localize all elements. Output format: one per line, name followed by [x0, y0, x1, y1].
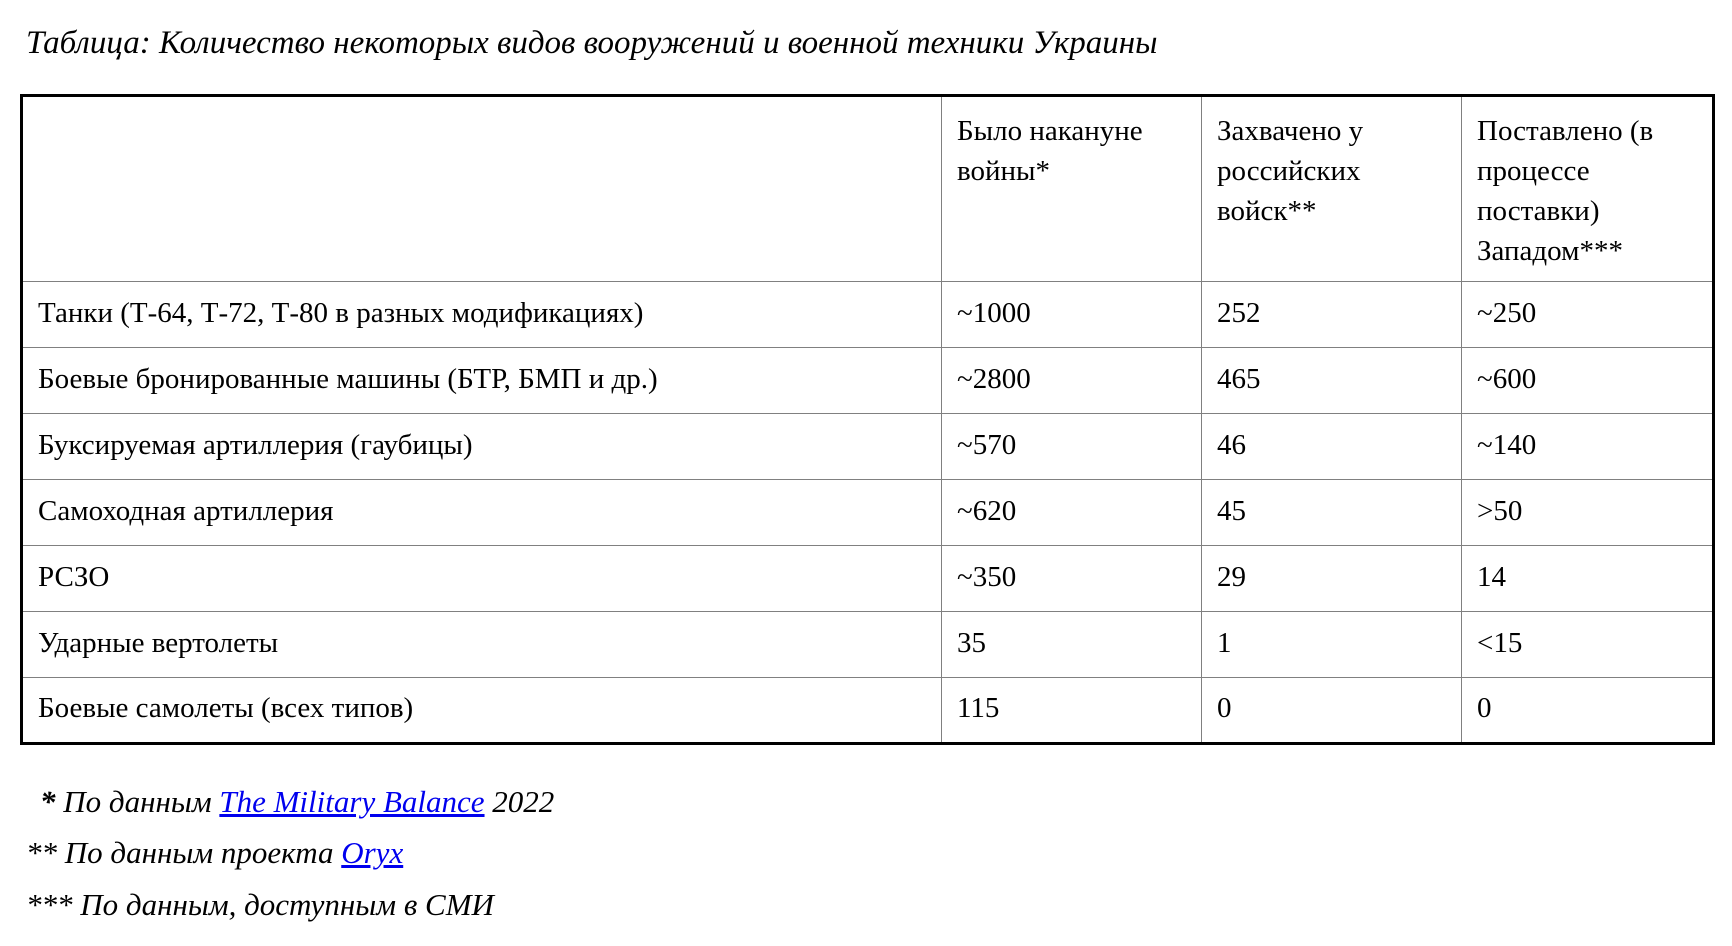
- table-row: [22, 281, 1714, 347]
- table-row: [22, 347, 1714, 413]
- cell-value: ~570: [942, 413, 1202, 479]
- cell-value: 115: [942, 677, 1202, 743]
- footnote-media: [26, 886, 1712, 925]
- cell-value: 46: [1202, 413, 1462, 479]
- military-balance-link[interactable]: The Military Balance: [219, 783, 485, 819]
- header-cell-supplied: Поставлено (в процессе поставки) Западом***: [1462, 95, 1714, 281]
- cell-value: ~600: [1462, 347, 1714, 413]
- row-label: Буксируемая артиллерия (гаубицы): [22, 413, 942, 479]
- footnote-text: По данным проекта: [64, 835, 334, 871]
- row-label: Боевые самолеты (всех типов): [22, 677, 942, 743]
- header-cell-captured: Захвачено у российских войск**: [1202, 95, 1462, 281]
- table-row: [22, 611, 1714, 677]
- cell-value: ~620: [942, 479, 1202, 545]
- row-label: РСЗО: [22, 545, 942, 611]
- footnote-military-balance: [26, 783, 1712, 822]
- cell-value: ~2800: [942, 347, 1202, 413]
- cell-value: 465: [1202, 347, 1462, 413]
- cell-value: ~250: [1462, 281, 1714, 347]
- cell-value: 252: [1202, 281, 1462, 347]
- cell-value: ~1000: [942, 281, 1202, 347]
- footnote-text: По данным: [63, 783, 212, 819]
- row-label: Боевые бронированные машины (БТР, БМП и др.): [22, 347, 942, 413]
- cell-value: <15: [1462, 611, 1714, 677]
- table-row: [22, 413, 1714, 479]
- oryx-link[interactable]: Oryx: [341, 835, 404, 871]
- cell-value: ~350: [942, 545, 1202, 611]
- table-row: [22, 479, 1714, 545]
- header-cell-equipment: [22, 95, 942, 281]
- footnote-marker: ***: [26, 887, 73, 923]
- cell-value: 14: [1462, 545, 1714, 611]
- table-row: [22, 545, 1714, 611]
- row-label: Самоходная артиллерия: [22, 479, 942, 545]
- cell-value: 0: [1202, 677, 1462, 743]
- header-cell-prewar: Было накануне войны*: [942, 95, 1202, 281]
- footnote-marker: **: [26, 835, 57, 871]
- cell-value: 1: [1202, 611, 1462, 677]
- cell-value: 35: [942, 611, 1202, 677]
- footnote-text: По данным, доступным в СМИ: [80, 887, 494, 923]
- footnote-suffix: 2022: [492, 783, 555, 819]
- cell-value: >50: [1462, 479, 1714, 545]
- footnotes: [26, 783, 1712, 925]
- footnote-oryx: [26, 834, 1712, 873]
- cell-value: 0: [1462, 677, 1714, 743]
- table-row: [22, 677, 1714, 743]
- weapons-table: [20, 94, 1715, 745]
- cell-value: ~140: [1462, 413, 1714, 479]
- row-label: Ударные вертолеты: [22, 611, 942, 677]
- footnote-marker: *: [40, 783, 56, 819]
- cell-value: 45: [1202, 479, 1462, 545]
- row-label: Танки (Т-64, Т-72, Т-80 в разных модификациях): [22, 281, 942, 347]
- page-title: Таблица: Количество некоторых видов вооружений и военной техники Украины: [26, 25, 1158, 61]
- table-header-row: [22, 95, 1714, 281]
- cell-value: 29: [1202, 545, 1462, 611]
